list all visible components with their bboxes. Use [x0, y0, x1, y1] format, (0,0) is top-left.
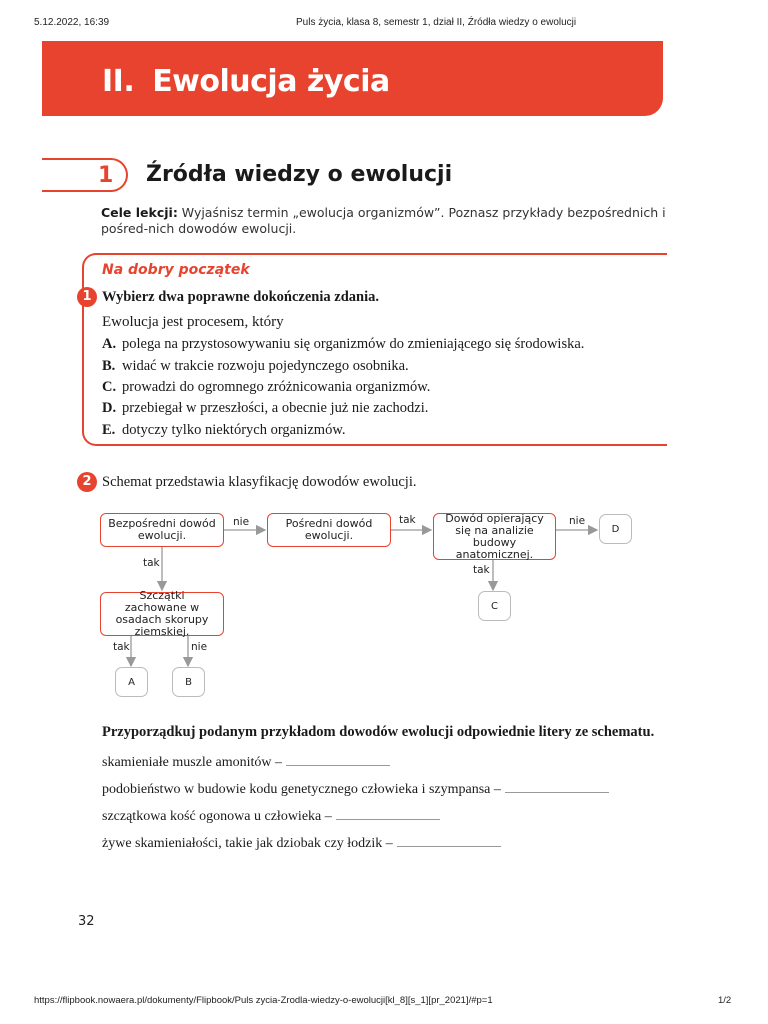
lesson-goals-text: Wyjaśnisz termin „ewolucja organizmów”. Poznasz przykłady bezpośrednich i pośred-nich dowodów ewolucji. [101, 205, 666, 236]
edge-label-yes: tak [113, 641, 130, 653]
example-row [102, 782, 609, 798]
edge-label-yes: tak [399, 514, 416, 526]
edge-label-no: nie [233, 516, 250, 528]
node-anatomy-evidence: Dowód opierający się na analizie budowy anatomicznej. [433, 513, 556, 560]
chapter-title: Ewolucja życia [152, 64, 390, 99]
start-section-heading: Na dobry początek [102, 262, 250, 278]
answer-blank[interactable] [336, 818, 440, 820]
task-1-instruction: Wybierz dwa poprawne dokończenia zdania. [102, 289, 379, 305]
edge-label-no: nie [191, 641, 208, 653]
example-row [102, 755, 390, 771]
leaf-c: C [478, 591, 511, 621]
print-document-title: Puls życia, klasa 8, semestr 1, dział II, Źródła wiedzy o ewolucji [296, 17, 577, 28]
answer-blank[interactable] [286, 764, 390, 766]
lesson-number: 1 [98, 163, 114, 188]
task-2-intro: Schemat przedstawia klasyfikację dowodów ewolucji. [102, 474, 417, 490]
leaf-b: B [172, 667, 205, 697]
page-number: 32 [78, 914, 95, 929]
leaf-d: D [599, 514, 632, 544]
task-1-stem: Ewolucja jest procesem, który [102, 314, 284, 330]
example-row [102, 836, 501, 852]
task-2-match-instruction: Przyporządkuj podanym przykładom dowodów ewolucji odpowiednie litery ze schematu. [102, 724, 655, 740]
option-text: polega na przystosowywaniu się organizmów do zmieniającego się środowiska. [122, 336, 585, 352]
edge-label-no: nie [569, 515, 586, 527]
option-text: widać w trakcie rozwoju pojedynczego osobnika. [122, 358, 409, 374]
example-text: żywe skamieniałości, takie jak dziobak czy łodzik – [102, 836, 393, 851]
node-direct-evidence: Bezpośredni dowód ewolucji. [100, 513, 224, 547]
node-remains: Szczątki zachowane w osadach skorupy ziemskiej. [100, 592, 224, 636]
example-text: skamieniałe muszle amonitów – [102, 755, 283, 770]
edge-label-yes: tak [143, 557, 160, 569]
task-1-badge: 1 [77, 287, 97, 307]
print-footer-url[interactable]: https://flipbook.nowaera.pl/dokumenty/Flipbook/Puls zycia-Zrodla-wiedzy-o-ewolucji[kl_8][s_1][pr_2021]/#p=1 [34, 995, 493, 1006]
task-2-badge: 2 [77, 472, 97, 492]
answer-blank[interactable] [397, 845, 501, 847]
option-letter: A. [102, 336, 117, 352]
option-letter: D. [102, 400, 117, 416]
chapter-number: II. [102, 64, 135, 99]
lesson-goals-label: Cele lekcji: [101, 205, 178, 220]
option-text: przebiegał w przeszłości, a obecnie już nie zachodzi. [122, 400, 429, 416]
answer-blank[interactable] [505, 791, 609, 793]
print-footer-page-count: 1/2 [718, 995, 732, 1006]
option-letter: C. [102, 379, 117, 395]
edge-label-yes: tak [473, 564, 490, 576]
lesson-title: Źródła wiedzy o ewolucji [146, 162, 453, 187]
print-datetime: 5.12.2022, 16:39 [34, 17, 110, 28]
example-text: szczątkowa kość ogonowa u człowieka – [102, 809, 332, 824]
node-indirect-evidence: Pośredni dowód ewolucji. [267, 513, 391, 547]
example-row [102, 809, 440, 825]
option-letter: E. [102, 422, 116, 438]
option-text: dotyczy tylko niektórych organizmów. [122, 422, 346, 438]
option-text: prowadzi do ogromnego zróżnicowania organizmów. [122, 379, 431, 395]
option-letter: B. [102, 358, 116, 374]
leaf-a: A [115, 667, 148, 697]
example-text: podobieństwo w budowie kodu genetycznego człowieka i szympansa – [102, 782, 501, 797]
